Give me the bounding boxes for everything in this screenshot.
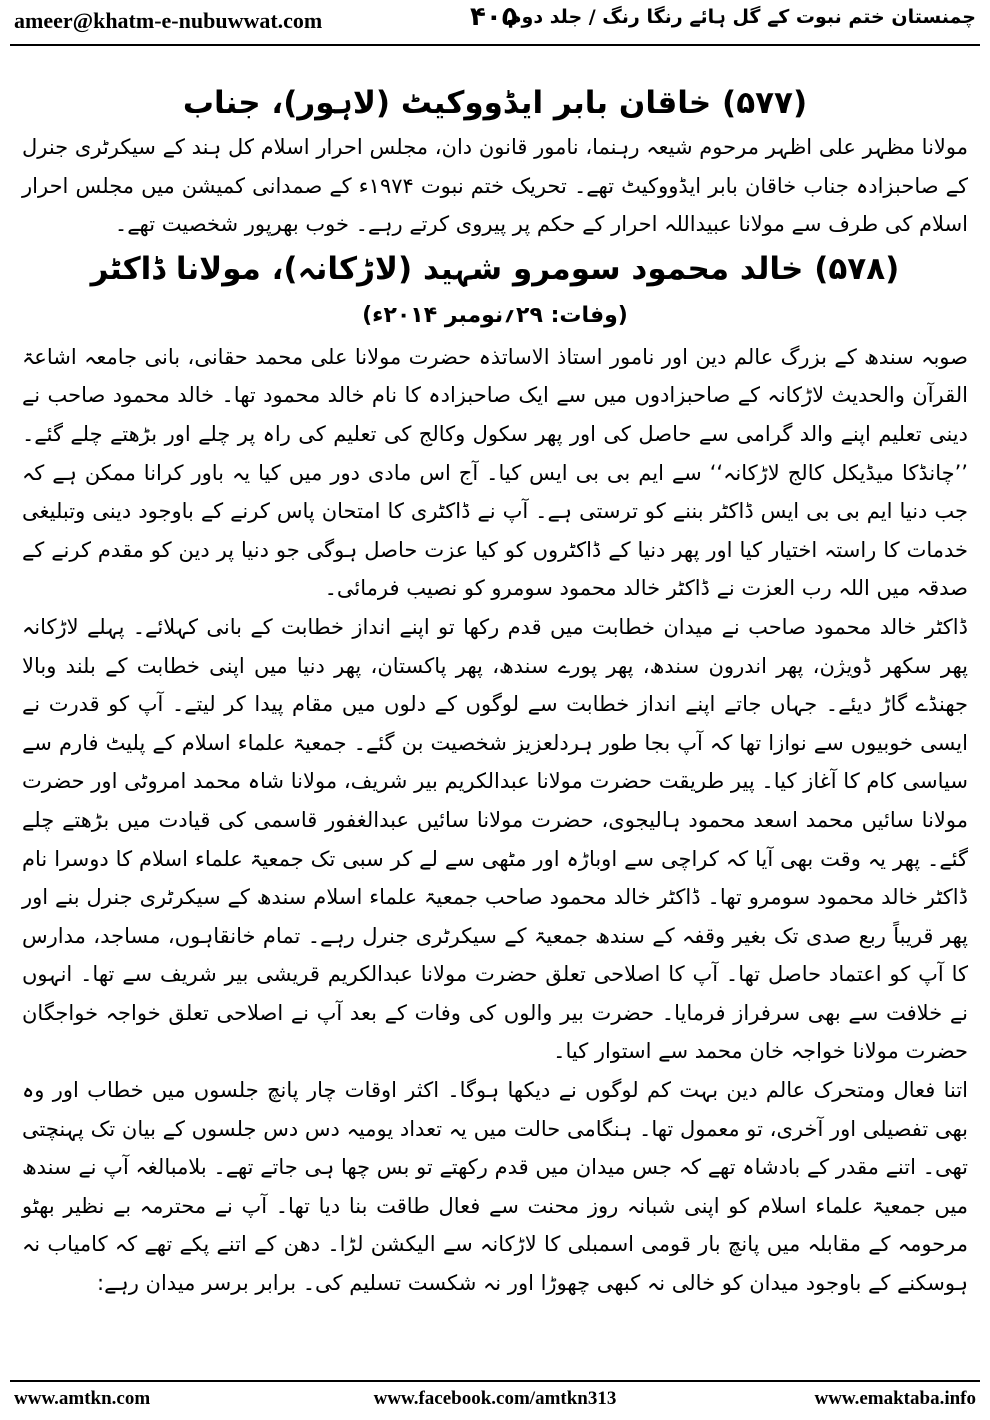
section-heading-577: (۵۷۷) خاقان بابر ایڈووکیٹ (لاہور)، جناب [182,85,808,121]
footer-facebook-link[interactable]: www.facebook.com/amtkn313 [373,1388,617,1409]
paragraph-578-2: ڈاکٹر خالد محمود صاحب نے میدان خطابت میں قدم رکھا تو اپنے انداز خطابت کے بانی کہلائے۔ پہلے لاڑکانہ پھر سکھر ڈویژن، پھر اندرون سندھ، پھر پورے سندھ، پھر پاکستان، پھر دنیا میں اپنی خطابت کے بلند وبالا جھنڈے گاڑ دیئے۔ جہاں جاتے اپنے انداز خطابت سے لوگوں کے دلوں میں مقام پیدا کر لیتے۔ آپ کو قدرت نے ایسی خوبیوں سے نوازا تھا کہ آپ بجا طور ہردلعزیز شخصیت بن گئے۔ جمعیۃ علماء اسلام کے پلیٹ فارم سے سیاسی کام کا آغاز کیا۔ پیر طریقت حضرت مولانا عبدالکریم بیر شریف، مولانا شاہ محمد امروٹی اور حضرت مولانا سائیں محمد اسعد محمود ہالیجوی، حضرت مولانا سائیں عبدالغفور قاسمی کی قیادت میں بڑھتے چلے گئے۔ پھر یہ وقت بھی آیا کہ کراچی سے اوباڑہ اور مٹھی سے لے کر سبی تک جمعیۃ علماء اسلام کا دوسرا نام ڈاکٹر خالد محمود سومرو تھا۔ ڈاکٹر خالد محمود صاحب جمعیۃ علماء اسلام سندھ کے سیکرٹری جنرل بنے اور پھر قریباً ربع صدی تک بغیر وقفہ کے سندھ جمعیۃ کے سیکرٹری جنرل رہے۔ تمام خانقاہوں، مساجد، مدارس کا آپ کو اعتماد حاصل تھا۔ آپ کا اصلاحی تعلق حضرت مولانا عبدالکریم قریشی بیر شریف سے تھا۔ انہوں نے خلافت سے بھی سرفراز فرمایا۔ حضرت بیر والوں کی وفات کے بعد آپ نے اصلاحی تعلق خواجہ خواجگان حضرت مولانا خواجہ خان محمد سے استوار کیا۔ [22,614,968,1064]
header-email: ameer@khatm-e-nubuwwat.com [14,8,323,33]
footer-website-link[interactable]: www.amtkn.com [14,1388,151,1409]
paragraph-578-3: اتنا فعال ومتحرک عالم دین بہت کم لوگوں نے دیکھا ہوگا۔ اکثر اوقات چار پانچ جلسوں میں خطاب اور وہ بھی تفصیلی اور آخری، تو معمول تھا۔ ہنگامی حالت میں یہ تعداد یومیہ دس دس جلسوں کے بیان تک پہنچتی تھی۔ اتنے مقدر کے بادشاہ تھے کہ جس میدان میں قدم رکھتے تو بس چھا ہی جاتے تھے۔ بلامبالغہ آپ نے سندھ میں جمعیۃ علماء اسلام کو اپنی شبانہ روز محنت سے فعال طاقت بنا دیا تھا۔ آپ نے محترمہ بے نظیر بھٹو مرحومہ کے مقابلہ میں پانچ بار قومی اسمبلی کا لاڑکانہ سے الیکشن لڑا۔ دھن کے اتنے پکے تھے کہ کامیاب نہ ہوسکنے کے باوجود میدان کو خالی نہ کبھی چھوڑا اور نہ شکست تسلیم کی۔ برابر برسر میدان رہے: [22,1078,968,1296]
book-title: چمنستان ختم نبوت کے گل ہائے رنگا رنگ / جلد دوم [507,6,976,28]
death-date: (وفات: ۲۹؍نومبر ۲۰۱۴ء) [362,302,628,328]
page-footer [0,1386,990,1416]
paragraph-578-1: صوبہ سندھ کے بزرگ عالم دین اور نامور استاذ الاساتذہ حضرت مولانا علی محمد حقانی، بانی جامعہ اشاعۃ القرآن والحدیث لاڑکانہ کے صاحبزادوں میں سے ایک صاحبزادہ کا نام خالد محمود تھا۔ خالد محمود صاحب نے دینی تعلیم اپنے والد گرامی سے حاصل کی اور پھر سکول وکالج کی تعلیم کی راہ پر چلے اور بڑھتے چلے گئے۔ ’’چانڈکا میڈیکل کالج لاڑکانہ‘‘ سے ایم بی بی ایس کیا۔ آج اس مادی دور میں کیا یہ باور کرانا ممکن ہے کہ جب دنیا ایم بی بی ایس ڈاکٹر بننے کو ترستی ہے۔ آپ نے ڈاکٹری کا امتحان پاس کرنے کے باوجود دینی وتبلیغی خدمات کا راستہ اختیار کیا اور پھر دنیا کے ڈاکٹروں کو کیا عزت حاصل ہوگی جو دنیا پر دین کو مقدم کرنے کے صدقہ میں اللہ رب العزت نے ڈاکٹر خالد محمود سومرو کو نصیب فرمائی۔ [22,344,968,601]
header-divider [10,44,980,46]
page-header [0,0,990,46]
footer-emaktaba-link[interactable]: www.emaktaba.info [814,1388,976,1409]
paragraph-577-1: مولانا مظہر علی اظہر مرحوم شیعہ رہنما، نامور قانون دان، مجلس احرار اسلام کل ہند کے سیکرٹری جنرل کے صاحبزادہ جناب خاقان بابر ایڈووکیٹ تھے۔ تحریک ختم نبوت ۱۹۷۴ء کے صمدانی کمیشن میں مجلس احرار اسلام کی طرف سے مولانا عبیداللہ احرار کے حکم پر پیروی کرتے رہے۔ خوب بھرپور شخصیت تھے۔ [22,135,968,237]
page-body [22,78,968,1303]
page-number: ۴۰۵ [470,2,518,32]
footer-divider [10,1380,980,1382]
section-heading-578: (۵۷۸) خالد محمود سومرو شہید (لاڑکانہ)، مولانا ڈاکٹر [90,250,900,287]
